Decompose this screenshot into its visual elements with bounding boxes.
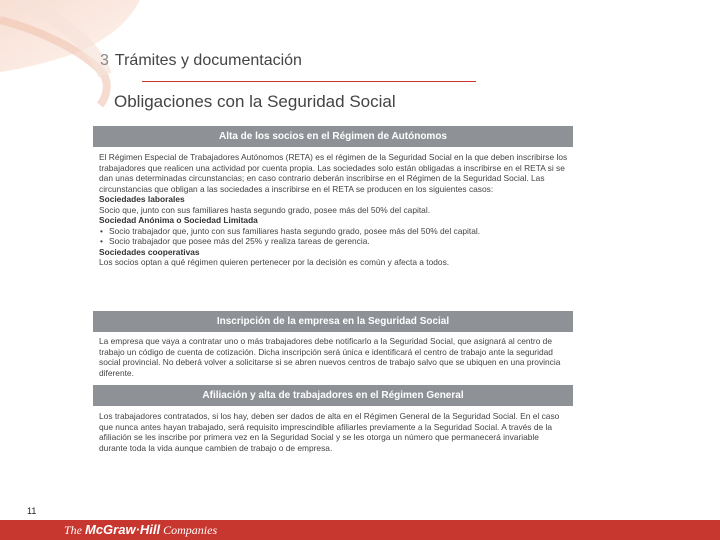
logo-brand: McGraw·Hill <box>85 522 161 537</box>
heading-divider <box>142 81 476 82</box>
publisher-logo <box>64 522 217 538</box>
logo-prefix: The <box>64 523 82 537</box>
section2-body: La empresa que vaya a contratar uno o más trabajadores debe notificarlo a la Seguridad Social, que asignará al centro de trabajo un código de cuenta de cotización. Dicha inscripción será única e identificará el centro de trabajo ante la seguridad social provincial. No deberá volver a solicitarse si se abren nuevos centros de trabajo salvo que se ubiquen en una provincia diferente. <box>99 336 561 378</box>
sub2-bullet-1: • Socio trabajador que, junto con sus familiares hasta segundo grado, posee más del 50% del capital. <box>99 226 569 237</box>
section-heading <box>100 52 302 70</box>
sub1-title: Sociedades laborales <box>99 194 185 204</box>
section-title: Trámites y documentación <box>114 52 302 69</box>
section1-intro: El Régimen Especial de Trabajadores Autónomos (RETA) es el régimen de la Seguridad Social en la que deben inscribirse los trabajadores que realicen una actividad por cuenta propia. Las sociedades solo están obligadas a inscribirse en el RETA si se dan unas determinadas circunstancias; en caso contrario deberán inscribirse en el Régimen de la Seguridad Social. Las circunstancias que obligan a las sociedades a inscribirse en el RETA se producen en los siguientes casos: <box>99 152 568 194</box>
logo-suffix: Companies <box>163 523 218 537</box>
sub2-title: Sociedad Anónima o Sociedad Limitada <box>99 215 258 225</box>
section3-title-band: Afiliación y alta de trabajadores en el Régimen General <box>93 385 573 406</box>
footer-bar <box>0 520 720 540</box>
section3-body: Los trabajadores contratados, si los hay, deben ser dados de alta en el Régimen General de la Seguridad Social. En el caso que nunca antes hayan trabajado, será requisito imprescindible afiliarles previamente a la Seguridad Social. A través de la afiliación se les inscribe por primera vez en la Seguridad Social y se les otorga un número que permanecerá invariable durante toda la vida aunque cambien de trabajo o de empresa. <box>99 411 560 453</box>
document-image <box>93 126 573 478</box>
sub3-title: Sociedades cooperativas <box>99 246 200 257</box>
sub1-text: Socio que, junto con sus familiares hasta segundo grado, posee más del 50% del capital. <box>99 204 431 215</box>
sub3-text: Los socios optan a qué régimen quieren pertenecer por la decisión es común y afecta a todos. <box>99 257 450 267</box>
section1-body <box>93 147 573 285</box>
section1-title-band: Alta de los socios en el Régimen de Autónomos <box>93 126 573 147</box>
sub2-bullet-2: • Socio trabajador que posee más del 25% y realiza tareas de gerencia. <box>99 236 569 247</box>
section-number: 3 <box>100 52 109 69</box>
page-number: 11 <box>27 506 37 516</box>
section2-title-band: Inscripción de la empresa en la Seguridad Social <box>93 311 573 332</box>
page-subtitle: Obligaciones con la Seguridad Social <box>114 92 396 111</box>
